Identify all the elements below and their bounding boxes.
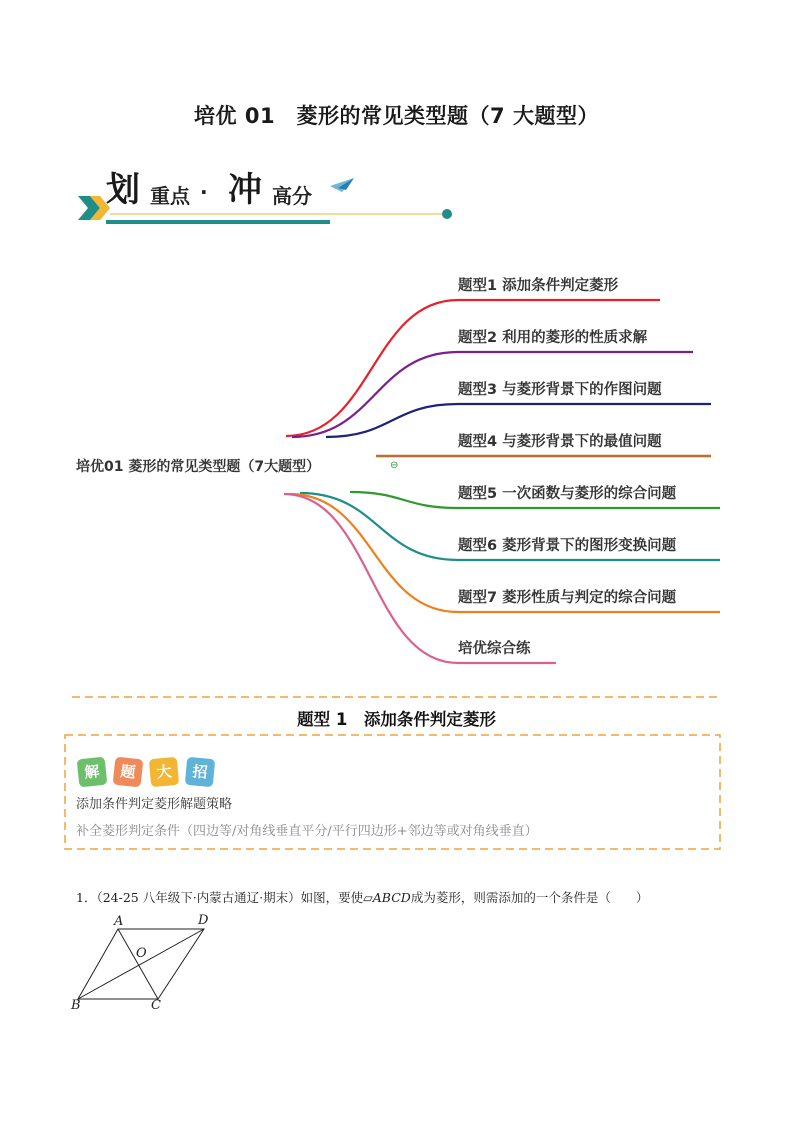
label-O: O: [136, 946, 147, 961]
banner-char-2: 冲: [228, 170, 262, 210]
tag-ti: 题: [113, 757, 144, 788]
banner-text-1: 重点: [150, 184, 190, 208]
mindmap-center[interactable]: 培优01 菱形的常见类型题（7大题型）: [76, 459, 321, 475]
diagonal-ac: [118, 929, 158, 999]
mindmap-branch-label[interactable]: 题型4 与菱形背景下的最值问题: [458, 434, 662, 450]
section-title: 题型 1 添加条件判定菱形: [297, 710, 496, 729]
label-B: B: [71, 998, 81, 1013]
mindmap-branch-label[interactable]: 题型1 添加条件判定菱形: [458, 278, 619, 294]
page-title: 培优 01 菱形的常见类型题（7 大题型）: [194, 104, 599, 128]
tip-title: 添加条件判定菱形解题策略: [76, 797, 233, 812]
mindmap-branch-label[interactable]: 题型3 与菱形背景下的作图问题: [458, 382, 662, 398]
banner-dot: ·: [200, 180, 208, 204]
collapse-icon[interactable]: ⊖: [390, 460, 399, 471]
parallelogram-figure: [66, 915, 226, 1015]
tag-jie: 解: [77, 757, 108, 788]
mindmap-branch-label[interactable]: 题型2 利用的菱形的性质求解: [458, 330, 648, 346]
label-A: A: [114, 914, 124, 929]
tip-body: 补全菱形判定条件（四边等/对角线垂直平分/平行四边形+邻边等或对角线垂直）: [76, 824, 538, 839]
question-prefix: 1．（24-25 八年级下·内蒙古通辽·期末）如图，要使▱: [76, 890, 373, 905]
label-D: D: [198, 913, 209, 928]
tag-zhao: 招: [185, 757, 215, 787]
tip-tags: [78, 755, 228, 789]
mindmap-branch-label[interactable]: 培优综合练: [458, 641, 531, 657]
banner-text-2: 高分: [272, 184, 312, 208]
banner-char-1: 划: [106, 170, 140, 210]
question-text: [76, 888, 648, 906]
label-C: C: [151, 998, 161, 1013]
question-suffix: 成为菱形，则需添加的一个条件是（ ）: [410, 890, 649, 905]
mindmap-branch-label[interactable]: 题型7 菱形性质与判定的综合问题: [458, 590, 677, 606]
diagonal-bd: [78, 929, 204, 999]
mindmap-branch-label[interactable]: 题型6 菱形背景下的图形变换问题: [458, 538, 677, 554]
tag-da: 大: [149, 757, 179, 787]
question-italic: ABCD: [372, 890, 411, 905]
mindmap-branch-label[interactable]: 题型5 一次函数与菱形的综合问题: [458, 486, 677, 502]
